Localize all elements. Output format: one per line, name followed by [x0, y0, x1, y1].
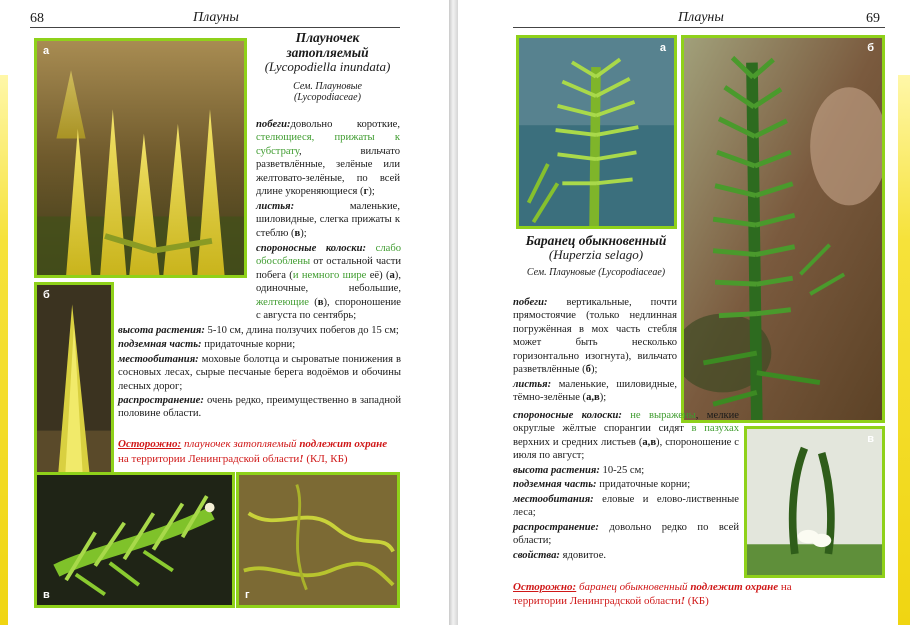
- photo-label: г: [245, 589, 250, 601]
- header-rule: [513, 27, 885, 28]
- description-column-lower: [513, 409, 739, 563]
- photo-v-image: [37, 475, 232, 605]
- family-name: Сем. Плауновые (Lycopodiaceae): [526, 266, 666, 278]
- habitat-paragraph: местообитания: моховые болотца и сыроватые понижения в сосновых лесах, сырые песчаные берега водоёмов и обочины лесных дорог;: [118, 353, 401, 392]
- family-name: Сем. Плауновые: [293, 80, 362, 92]
- photo-a-image: [37, 41, 244, 275]
- book-gutter: [449, 0, 458, 625]
- photo-g-image: [239, 475, 397, 605]
- species-latin-name: (Lycopodiella inundata): [264, 59, 391, 75]
- leaves-paragraph: листья: маленькие, шиловидные, тёмно-зелёные (а,в);: [513, 378, 677, 404]
- description-column-wide: [118, 242, 401, 422]
- properties-paragraph: свойства: ядовитое.: [513, 549, 607, 561]
- photo-label: а: [659, 42, 666, 54]
- description-column-narrow: [256, 118, 400, 241]
- underground-paragraph: подземная часть: придаточные корни;: [118, 339, 296, 351]
- yellow-page-edge: [0, 75, 8, 625]
- description-column-narrow: [513, 296, 677, 406]
- species-title-block: [255, 30, 400, 103]
- spore-spikes-paragraph: спороносные колоски: слабо обособлены от остальной части побега (и немного шире её) (а), одиночные, небольшие, желтеющие (в), спороношение с августа по сентябрь;: [256, 243, 402, 322]
- species-latin-name: (Huperzia selago): [548, 247, 644, 263]
- page-number: 68: [30, 11, 44, 26]
- height-paragraph: высота растения: 5-10 см, длина ползучих побегов до 15 см;: [118, 324, 399, 336]
- photo-b-image: [684, 38, 882, 420]
- leaves-paragraph: листья: маленькие, шиловидные, слегка прижаты к стеблю (в);: [256, 200, 400, 239]
- photo-label: в: [43, 589, 50, 601]
- species-title: Баранец обыкновенный: [525, 233, 667, 248]
- protection-warning: Осторожно: плауночек затопляемый подлежит охране на территории Ленинградской области! (КЛ, КБ): [118, 438, 388, 465]
- page-number: 69: [866, 11, 880, 26]
- spore-spikes-paragraph: спороносные колоски: не выражены, мелкие округлые жёлтые спорангии сидят в пазухах верхних и средних листьев (а,в), спороношение с июля по август;: [513, 410, 740, 462]
- photo-label: б: [43, 289, 50, 301]
- photo-a-huperzia-top: [516, 35, 677, 229]
- species-title-block: [513, 233, 679, 278]
- photo-v-leaves-closeup: [34, 472, 235, 608]
- photo-a-image: [519, 38, 674, 226]
- running-head: Плауны: [193, 10, 239, 25]
- photo-v-image: [747, 429, 882, 575]
- distribution-paragraph: распространение: очень редко, преимущественно в западной половине области.: [118, 394, 401, 420]
- running-head: Плауны: [678, 10, 724, 25]
- habitat-paragraph: местообитания: еловые и елово-лиственные леса;: [513, 493, 739, 519]
- distribution-paragraph: распространение: довольно редко по всей области;: [513, 521, 739, 547]
- yellow-page-edge: [898, 75, 910, 625]
- family-latin: (Lycopodiaceae): [294, 91, 361, 103]
- photo-label: а: [43, 45, 50, 57]
- header-rule: [30, 27, 400, 28]
- shoots-paragraph: побеги: вертикальные, почти прямостоячие (только недлинная погружённая в мох часть стебля может быть несколько горизонтально изогнута), вильчато разветвлённые (б);: [513, 297, 677, 376]
- right-page: [458, 0, 910, 625]
- height-paragraph: высота растения: 10-25 см;: [513, 464, 645, 476]
- species-title: Плауночек затопляемый: [286, 30, 369, 61]
- underground-paragraph: подземная часть: придаточные корни;: [513, 479, 691, 491]
- photo-b-spike-closeup: [34, 282, 114, 487]
- photo-label: в: [867, 433, 874, 445]
- photo-v-sporangia: [744, 426, 885, 578]
- protection-warning: Осторожно: баранец обыкновенный подлежит охране на территории Ленинградской области! (КБ): [513, 581, 792, 608]
- photo-b-huperzia-plant: [681, 35, 885, 423]
- photo-label: б: [867, 42, 874, 54]
- photo-g-creeping-shoots: [236, 472, 400, 608]
- left-page: [0, 0, 449, 625]
- photo-b-image: [37, 285, 111, 484]
- shoots-paragraph: побеги:довольно короткие, стелющиеся, прижаты к субстрату, вильчато разветвлённые, зелёные или желтовато-зелёные, по всей длине укореняющиеся (г);: [256, 119, 400, 198]
